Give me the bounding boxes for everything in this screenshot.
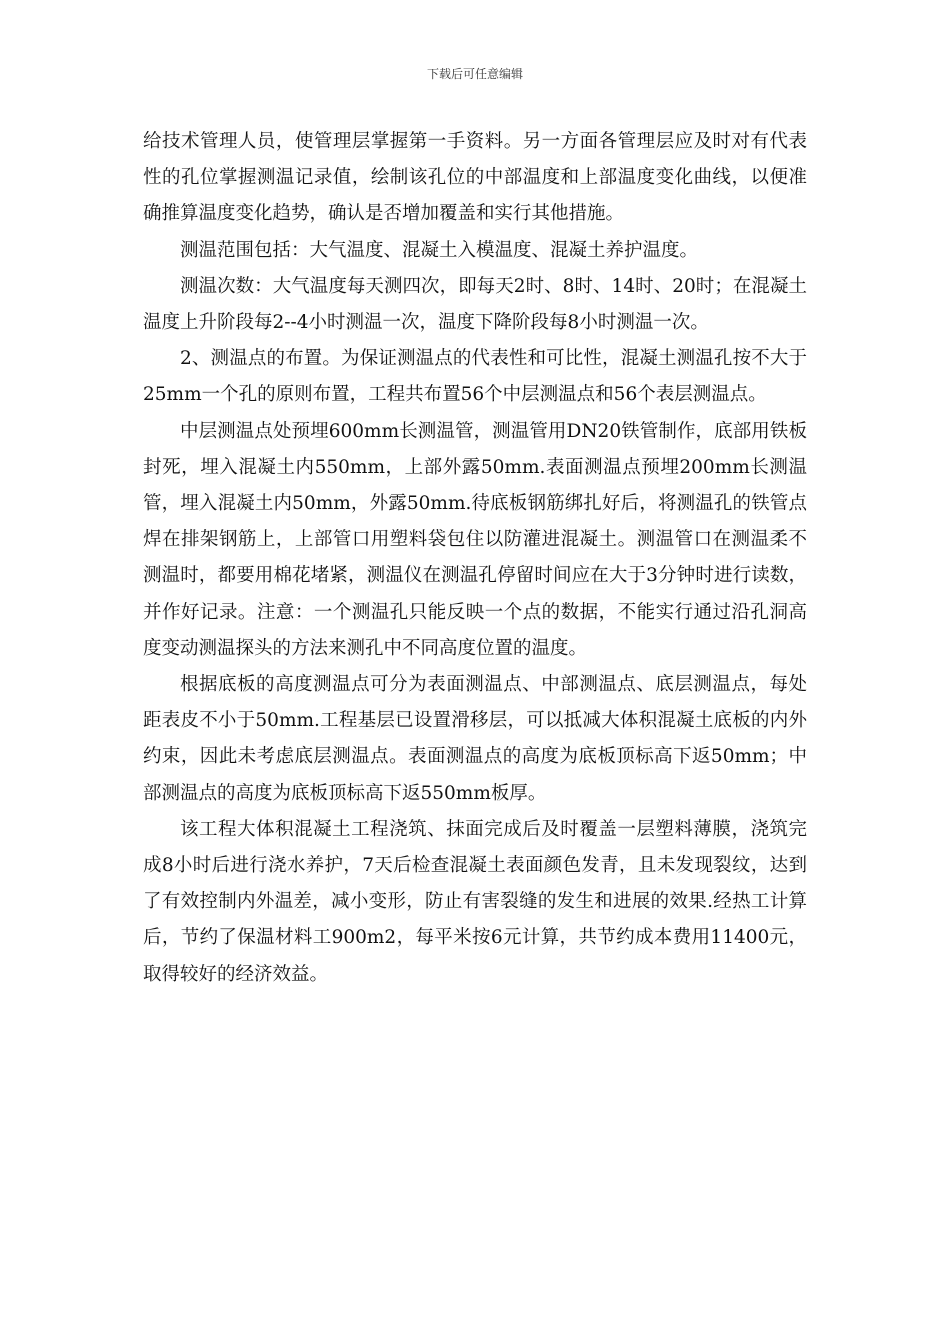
document-body [143, 124, 807, 993]
page-header-note: 下载后可任意编辑 [426, 67, 523, 81]
paragraph-monitoring-records: 给技术管理人员，使管理层掌握第一手资料。另一方面各管理层应及时对有代表性的孔位掌握测温记录值，绘制该孔位的中部温度和上部温度变化曲线，以便准确推算温度变化趋势，确认是否增加覆盖和实行其他措施。 [143, 131, 807, 225]
paragraph-pipe-installation: 中层测温点处预埋600mm长测温管，测温管用DN20铁管制作，底部用铁板封死，埋入混凝土内550mm，上部外露50mm.表面测温点预埋200mm长测温管，埋入混凝土内50mm，外露50mm.待底板钢筋绑扎好后，将测温孔的铁管点焊在排架钢筋上，上部管口用塑料袋包住以防灌进混凝土。测温管口在测温柔不测温时，都要用棉花堵紧，测温仪在测温孔停留时间应在大于3分钟时进行读数，并作好记录。注意：一个测温孔只能反映一个点的数据，不能实行通过沿孔洞高度变动测温探头的方法来测孔中不同高度位置的温度。 [143, 420, 807, 659]
paragraph-curing-results: 该工程大体积混凝土工程浇筑、抹面完成后及时覆盖一层塑料薄膜，浇筑完成8小时后进行浇水养护，7天后检查混凝土表面颜色发青，且未发现裂纹，达到了有效控制内外温差，减小变形，防止有害裂缝的发生和进展的效果.经热工计算后，节约了保温材料工900m2，每平米按6元计算，共节约成本费用11400元，取得较好的经济效益。 [143, 818, 807, 985]
paragraph-point-layout: 2、测温点的布置。为保证测温点的代表性和可比性，混凝土测温孔按不大于25mm一个孔的原则布置，工程共布置56个中层测温点和56个表层测温点。 [143, 348, 807, 406]
paragraph-point-heights: 根据底板的高度测温点可分为表面测温点、中部测温点、底层测温点，每处距表皮不小于50mm.工程基层已设置滑移层，可以抵减大体积混凝土底板的内外约束，因此未考虑底层测温点。表面测温点的高度为底板顶标高下返50mm；中部测温点的高度为底板顶标高下返550mm板厚。 [143, 674, 807, 804]
paragraph-measurement-scope: 测温范围包括：大气温度、混凝土入模温度、混凝土养护温度。 [180, 239, 699, 261]
paragraph-measurement-frequency: 测温次数：大气温度每天测四次，即每天2时、8时、14时、20时；在混凝土温度上升阶段每2--4小时测温一次，温度下降阶段每8小时测温一次。 [143, 275, 807, 334]
